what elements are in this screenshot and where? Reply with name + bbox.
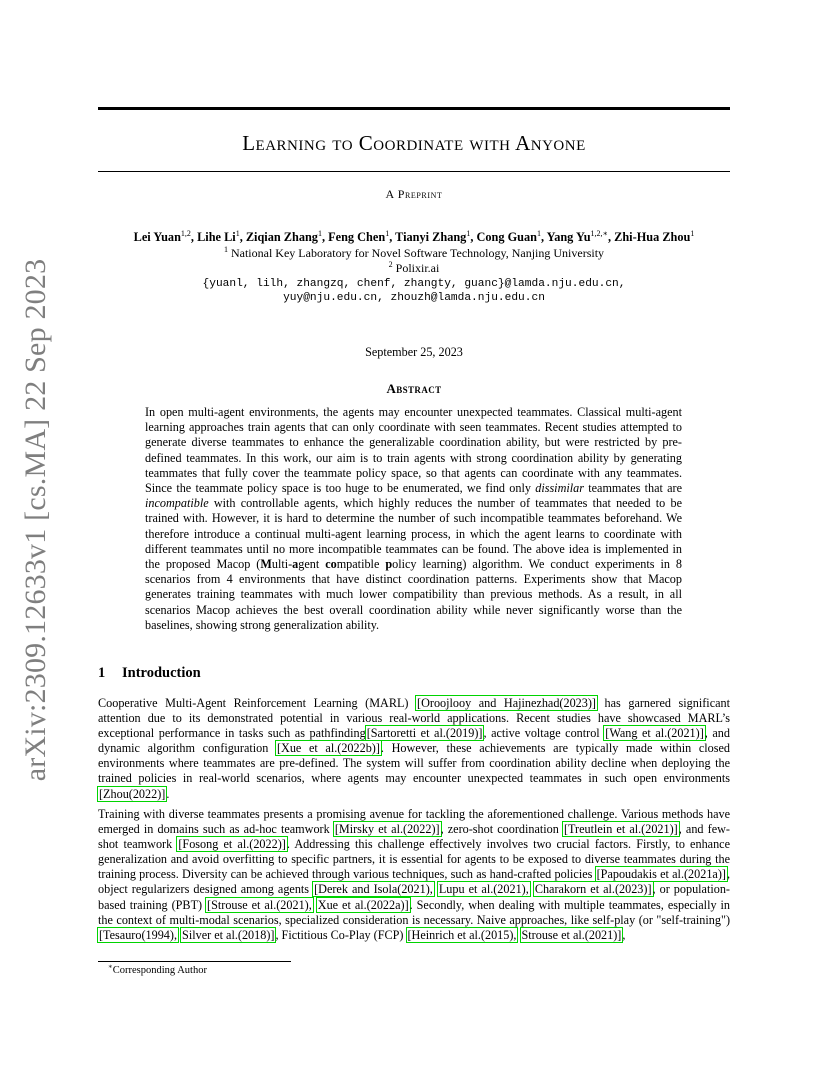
author-affiliation-marker: 1 xyxy=(385,228,390,238)
text-run: , or population-based training (PBT) xyxy=(98,882,730,912)
author-list: Lei Yuan$^{1,2}$, Lihe Li$^1$, Ziqian Zhang$^1$, Feng Chen$^1$, Tianyi Zhang$^1$, Cong Guan$^1$, Yang $Yu^{1,2,∗}$, Zhi-Hua Zhou$^1$ xyxy=(133,228,695,244)
text-run: , and few-shot teamwork xyxy=(98,822,730,852)
citation-link[interactable]: [Strouse et al.(2021), xyxy=(207,897,312,912)
section-number: 1 xyxy=(98,665,106,681)
email-line-1: {yuanl, lilh, zhangzq, chenf, zhangty, guanc}@lamda.nju.edu.cn, xyxy=(202,278,626,290)
text-run: . xyxy=(166,786,170,801)
author xyxy=(328,230,389,244)
citation-link[interactable]: [Wang et al.(2021)] xyxy=(605,726,704,741)
citation-link[interactable]: Strouse et al.(2021)] xyxy=(521,927,622,942)
text-run: , xyxy=(622,927,626,942)
author-affiliation-marker: 1 xyxy=(690,228,695,238)
author xyxy=(476,230,540,244)
affiliation-1-marker: 1 xyxy=(223,245,228,254)
footnote-rule xyxy=(98,961,291,962)
citation-link[interactable]: [Sartoretti et al.(2019)] xyxy=(366,726,483,741)
citation-link[interactable]: Lupu et al.(2021), xyxy=(438,882,529,897)
abstract-body xyxy=(145,405,682,633)
paper-date: September 25, 2023 xyxy=(365,345,463,359)
intro-paragraph-1 xyxy=(98,696,730,802)
text-run: , active voltage control xyxy=(483,726,605,741)
author-name: Lihe Li xyxy=(197,230,236,244)
text-run: . Addressing this challenge effectively involves two crucial factors. Firstly, to enhance generalization and avoid overfitting to specific partners, it is essential for agents to be exposed to diverse teammates during the training process. Diversity can be achieved through various techniques, such as hand-crafted policies xyxy=(98,837,730,882)
author-affiliation-marker: 1 xyxy=(536,228,541,238)
text-run: , object regularizers designed among agents xyxy=(98,867,730,897)
text-run: In open multi-agent environments, the agents may encounter unexpected teammates. Classical multi-agent learning approaches train agents that can only coordinate with seen teammates. Recent studies attempted to generate diverse teammates to enhance the generalizable coordination ability, but were restricted by pre-defined teammates. In this work, our aim is to train agents with strong coordination ability by generating teammates that fully cover the teammate policy space, so that agents can coordinate with any teammates. Since the teammate policy space is too huge to be enumerated, we find only xyxy=(145,405,682,496)
affiliation-2-marker: 2 xyxy=(388,260,393,269)
author-name: Tianyi Zhang xyxy=(395,230,467,244)
footnote-text: Corresponding Author xyxy=(112,965,207,976)
citation-link[interactable]: [Treutlein et al.(2021)] xyxy=(563,822,678,837)
citation-link[interactable]: Silver et al.(2018)] xyxy=(182,927,275,942)
abstract-heading: Abstract xyxy=(386,381,442,396)
author-name: Zhi-Hua Zhou xyxy=(614,230,691,244)
text-run: , and dynamic algorithm configuration xyxy=(98,726,730,756)
affiliation-1-text: National Key Laboratory for Novel Software Technology, Nanjing University xyxy=(230,246,605,260)
citation-link[interactable]: [Heinrich et al.(2015), xyxy=(407,927,517,942)
affiliation-1 xyxy=(98,246,730,261)
text-run: , zero-shot coordination xyxy=(440,822,563,837)
citation-link[interactable]: [Zhou(2022)] xyxy=(99,786,166,801)
text-run: teammates that are xyxy=(583,481,683,496)
citation-link[interactable]: [Fosong et al.(2022)] xyxy=(178,837,286,852)
author-name: Cong Guan xyxy=(476,230,537,244)
text-run: has garnered significant attention due to its demonstrated potential in various real-world applications. Recent studies have showcased MARL’s exceptional performance in tasks such as pathfinding xyxy=(98,696,730,741)
author xyxy=(614,230,694,244)
citation-link[interactable]: [Mirsky et al.(2022)] xyxy=(334,822,440,837)
text-run: gent xyxy=(298,557,326,572)
citation-link[interactable]: [Tesauro(1994), xyxy=(99,927,177,942)
citation-link[interactable]: Xue et al.(2022a)] xyxy=(317,897,409,912)
author xyxy=(197,230,240,244)
author-name: Feng Chen xyxy=(328,230,386,244)
author xyxy=(395,230,470,244)
paper-title: Learning to Coordinate with Anyone xyxy=(242,131,586,155)
author-name: Ziqian Zhang xyxy=(245,230,318,244)
intro-paragraph-2 xyxy=(98,807,730,943)
section-heading-introduction xyxy=(98,665,201,682)
title-bottom-rule xyxy=(98,171,730,172)
citation-link[interactable]: [Oroojlooy and Hajinezhad(2023)] xyxy=(417,696,596,710)
emphasis-text: dissimilar xyxy=(535,481,584,496)
text-run: ulti- xyxy=(271,557,293,572)
text-run: mpatible xyxy=(336,557,386,572)
text-run: Cooperative Multi-Agent Reinforcement Learning (MARL) xyxy=(98,696,417,710)
citation-link[interactable]: [Derek and Isola(2021), xyxy=(314,882,433,897)
preprint-label: A Preprint xyxy=(385,187,443,201)
author-affiliation-marker: 1,2 xyxy=(180,228,191,238)
title-top-rule xyxy=(98,107,730,110)
citation-link[interactable]: Charakorn et al.(2023)] xyxy=(534,882,652,897)
author-affiliation-marker: 1 xyxy=(466,228,471,238)
emphasis-text: incompatible xyxy=(145,496,209,511)
bold-text: co xyxy=(325,557,337,572)
text-run: . Secondly, when dealing with multiple teammates, especially in the context of multi-modal scenarios, specialized consideration is necessary. Naive approaches, like self-play (or "self-training") xyxy=(98,897,730,927)
author-name: Lei Yuan xyxy=(133,230,181,244)
bold-text: M xyxy=(260,557,272,572)
author xyxy=(246,230,322,244)
citation-link[interactable]: [Papoudakis et al.(2021a)] xyxy=(596,867,726,882)
text-run: with controllable agents, which highly reduces the number of teammates that needed to be trained with. However, it is hard to determine the number of such incompatible teammates beforehand. We therefore introduce a continual multi-agent learning process, in which the agent learns to coordinate with different teammates until no more incompatible teammates can be found. The above idea is implemented in the proposed Macop ( xyxy=(145,496,682,572)
footnote xyxy=(108,962,207,976)
author xyxy=(134,230,191,244)
text-run: . However, these achievements are typically made within closed environments where teammates are pre-defined. The system will suffer from coordination ability decline when deploying the trained policies in real-world scenarios, where agents may encounter unexpected teammates in such open environments xyxy=(98,741,730,786)
section-title: Introduction xyxy=(122,665,201,681)
citation-link[interactable]: [Xue et al.(2022b)] xyxy=(276,741,380,756)
author-affiliation-marker: 1 xyxy=(235,228,240,238)
bold-text: p xyxy=(385,557,393,572)
arxiv-identifier-stamp: arXiv:2309.12633v1 [cs.MA] 22 Sep 2023 xyxy=(19,258,52,782)
text-run: , Fictitious Co-Play (FCP) xyxy=(275,927,407,942)
text-run: olicy learning) algorithm. We conduct experiments in 8 scenarios from 4 environments that have distinct coordination patterns. Experiments show that Macop generates training teammates with much lower compatibility than previous methods. As a result, in all scenarios Macop achieves the best overall coordination ability while never significantly worse than the baselines, showing strong generalization ability. xyxy=(145,557,682,632)
bold-text: a xyxy=(292,557,299,572)
affiliation-2 xyxy=(98,261,730,276)
email-line-2: yuy@nju.edu.cn, zhouzh@lamda.nju.edu.cn xyxy=(283,292,545,304)
author xyxy=(547,230,608,244)
author-name: Yang Yu xyxy=(546,230,591,244)
author-affiliation-marker: 1 xyxy=(317,228,322,238)
author-affiliation-marker: 1,2,∗ xyxy=(590,228,608,238)
text-run: Training with diverse teammates presents a promising avenue for tackling the aforementioned challenge. Various methods have emerged in domains such as ad-hoc teamwork xyxy=(98,807,730,837)
affiliation-2-text: Polixir.ai xyxy=(395,261,440,275)
footnote-marker: ∗ xyxy=(108,962,113,971)
